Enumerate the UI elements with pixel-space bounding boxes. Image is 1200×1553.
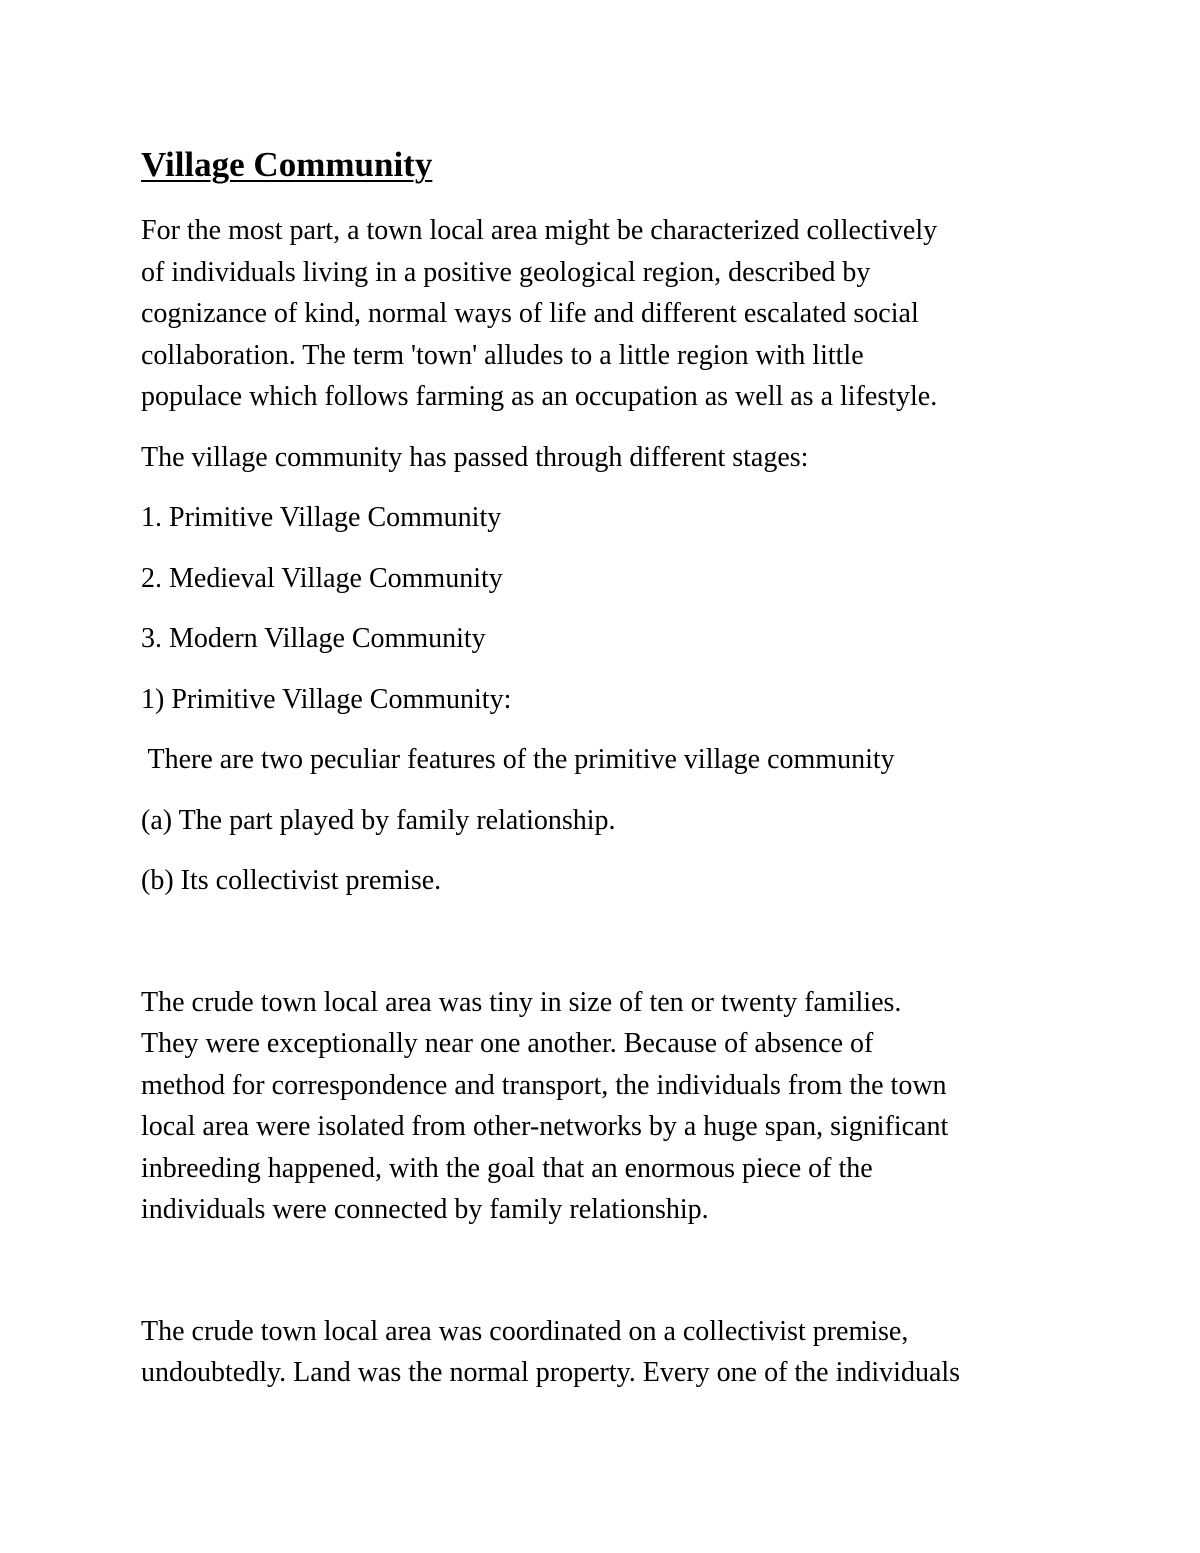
crude-community-paragraph <box>141 982 1071 1231</box>
stages-intro: The village community has passed through different stages: <box>141 441 809 473</box>
paragraph-line: cognizance of kind, normal ways of life and different escalated social <box>141 298 919 329</box>
document-body <box>141 143 1071 1394</box>
paragraph-line: For the most part, a town local area might be characterized collectively <box>141 215 938 246</box>
intro-paragraph <box>141 210 1071 418</box>
stage-item-modern: 3. Modern Village Community <box>141 623 486 654</box>
paragraph-line: individuals were connected by family relationship. <box>141 1194 709 1225</box>
paragraph-line: of individuals living in a positive geological region, described by <box>141 256 871 288</box>
paragraph-line: collaboration. The term 'town' alludes to a little region with little <box>141 339 864 371</box>
stage-item-medieval: 2. Medieval Village Community <box>141 562 503 594</box>
paragraph-line: The crude town local area was coordinated on a collectivist premise, <box>141 1315 909 1347</box>
document-title: Village Community <box>141 145 433 184</box>
paragraph-line: local area were isolated from other-networks by a huge span, significant <box>141 1111 949 1142</box>
paragraph-line: method for correspondence and transport, the individuals from the town <box>141 1069 947 1101</box>
features-intro: There are two peculiar features of the primitive village community <box>141 744 895 775</box>
paragraph-line: undoubtedly. Land was the normal property. Every one of the individuals <box>141 1357 961 1388</box>
paragraph-line: populace which follows farming as an occupation as well as a lifestyle. <box>141 381 938 412</box>
paragraph-line: The crude town local area was tiny in size of ten or twenty families. <box>141 986 902 1018</box>
section-heading-primitive: 1) Primitive Village Community: <box>141 683 512 715</box>
paragraph-line: They were exceptionally near one another. Because of absence of <box>141 1028 874 1059</box>
feature-item-collectivist: (b) Its collectivist premise. <box>141 865 442 896</box>
stage-item-primitive: 1. Primitive Village Community <box>141 502 502 533</box>
paragraph-line: inbreeding happened, with the goal that an enormous piece of the <box>141 1152 873 1184</box>
collectivist-paragraph <box>141 1311 1071 1394</box>
feature-item-family: (a) The part played by family relationship. <box>141 804 616 836</box>
